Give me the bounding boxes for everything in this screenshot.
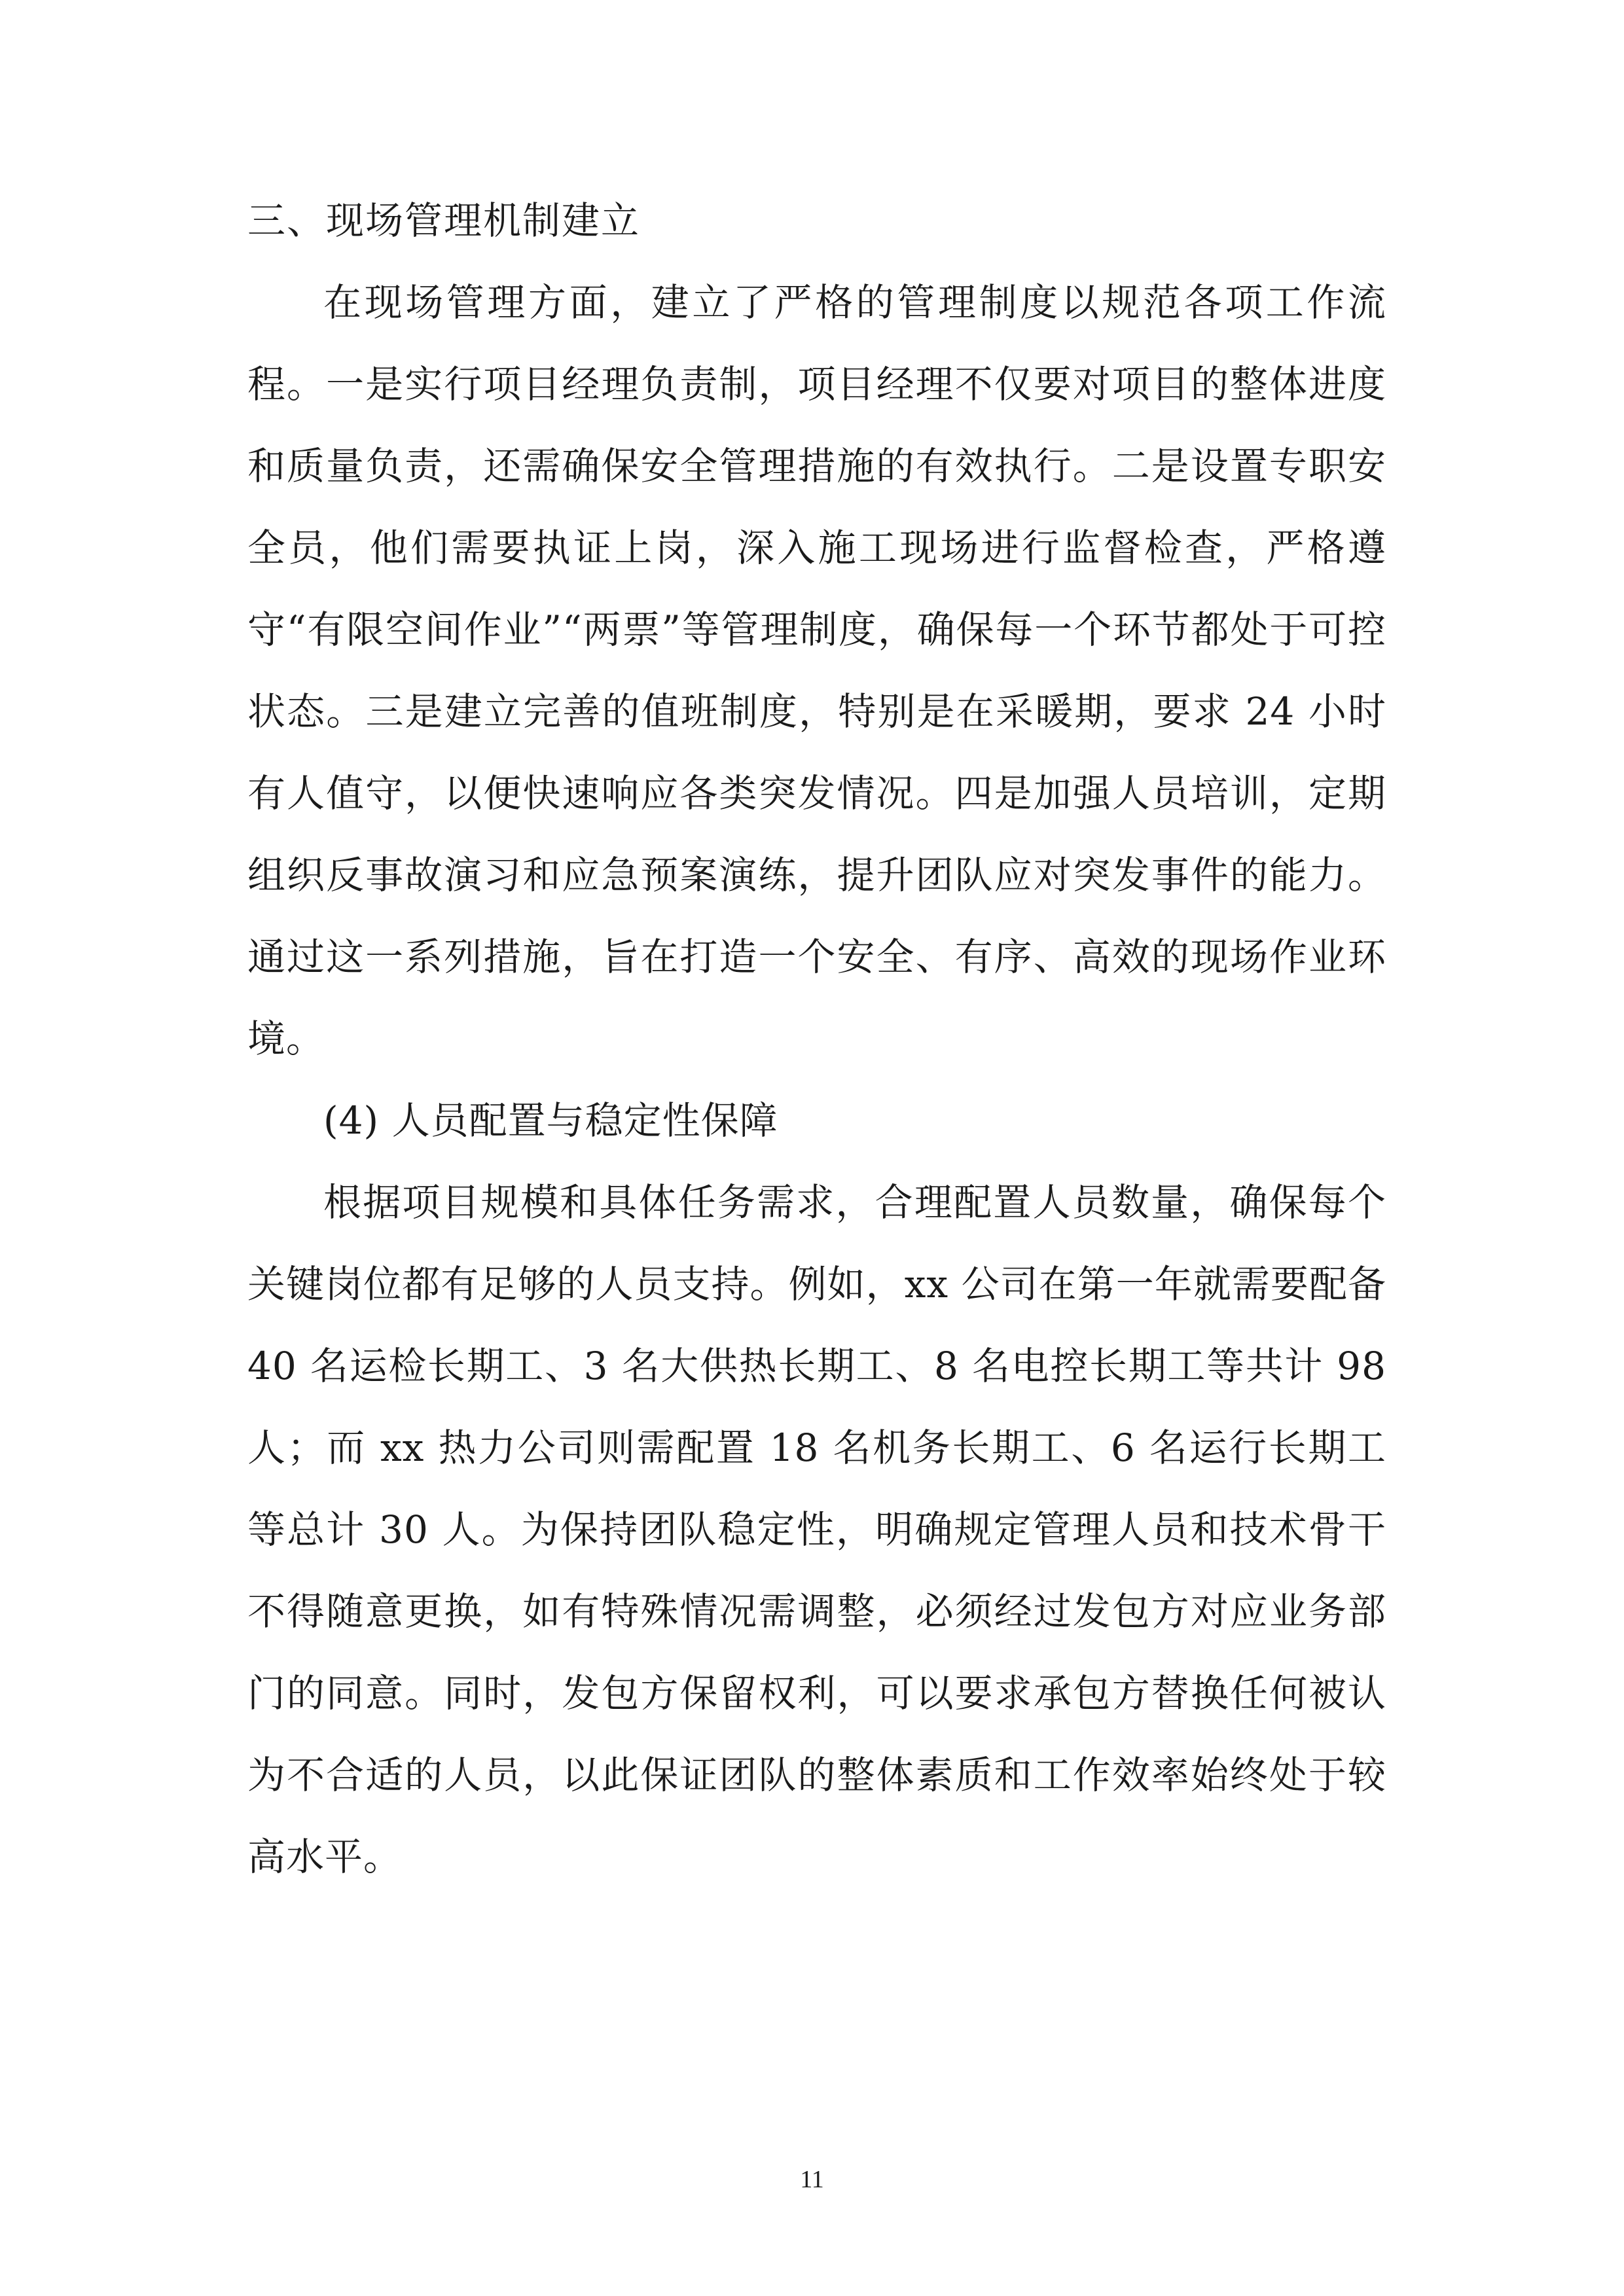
section-heading-staffing: (4) 人员配置与稳定性保障 xyxy=(323,1098,778,1143)
document-body xyxy=(247,180,1386,1898)
paragraph-site-management: 在现场管理方面，建立了严格的管理制度以规范各项工作流程。一是实行项目经理负责制，项目经理不仅要对项目的整体进度和质量负责，还需确保安全管理措施的有效执行。二是设置专职安全员，他们需要执证上岗，深入施工现场进行监督检查，严格遵守“有限空间作业”“两票”等管理制度，确保每一个环节都处于可控状态。三是建立完善的值班制度，特别是在采暖期，要求 24 小时有人值守，以便快速响应各类突发情况。四是加强人员培训，定期组织反事故演习和应急预案演练，提升团队应对突发事件的能力。通过这一系列措施，旨在打造一个安全、有序、高效的现场作业环境。 xyxy=(247,280,1386,1061)
paragraph-staffing: 根据项目规模和具体任务需求，合理配置人员数量，确保每个关键岗位都有足够的人员支持。例如，xx 公司在第一年就需要配备 40 名运检长期工、3 名大供热长期工、8 名电控长期工等共计 98 人；而 xx 热力公司则需配置 18 名机务长期工、6 名运行长期工等总计 30 人。为保持团队稳定性，明确规定管理人员和技术骨干不得随意更换，如有特殊情况需调整，必须经过发包方对应业务部门的同意。同时，发包方保留权利，可以要求承包方替换任何被认为不合适的人员，以此保证团队的整体素质和工作效率始终处于较高水平。 xyxy=(247,1180,1386,1879)
page-number: 11 xyxy=(800,2166,824,2193)
section-heading-site-management: 三、现场管理机制建立 xyxy=(247,198,641,243)
